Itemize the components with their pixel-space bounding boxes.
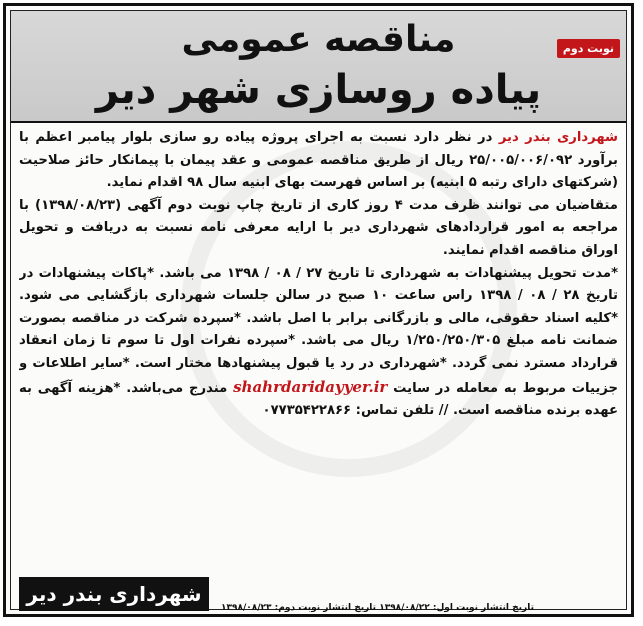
paragraph-3 <box>19 263 618 423</box>
publication-dates: تاریخ انتشار نوبت اول: ۱۳۹۸/۰۸/۲۲ تاریخ انتشار نوبت دوم: ۱۳۹۸/۰۸/۲۳ <box>221 603 534 613</box>
ad-subtitle: پیاده روسازی شهر دیر <box>95 67 542 113</box>
paragraph-1-text: در نظر دارد نسبت به اجرای پروژه پیاده رو سازی بلوار پیامبر اعظم با برآورد ۲۵/۰۰۵/۰۰۶/۰۹۲ ریال از طریق مناقصه عمومی و عقد پیمان با پیمانکار حائز صلاحیت (شرکتهای دارای رتبه ۵ ابنیه) بر اساس فهرست بهای ابنیه سال ۹۸ اقدام نماید. <box>19 130 618 191</box>
paragraph-4-text: مندرج می‌باشد. *هزینه آگهی به عهده برنده مناقصه است. // تلفن تماس: ۰۷۷۳۵۴۲۲۸۶۶ <box>19 380 618 419</box>
paragraph-2: متقاضیان می توانند ظرف مدت ۴ روز کاری از تاریخ چاپ نوبت دوم آگهی (۱۳۹۸/۰۸/۲۳) با مراجعه به امور قراردادهای شهرداری دیر با ارایه معرفی نامه نسبت به دریافت و تحویل اوراق مناقصه اقدام نمایند. <box>19 197 618 258</box>
round-badge: نوبت دوم <box>557 39 620 58</box>
ad-body <box>19 127 618 573</box>
ad-title: مناقصه عمومی <box>181 19 456 60</box>
paragraph-3-text: *مدت تحویل پیشنهادات به شهرداری تا تاریخ ۲۷ / ۰۸ / ۱۳۹۸ می باشد. *پاکات پیشنهادات در تاریخ ۲۸ / ۰۸ / ۱۳۹۸ راس ساعت ۱۰ صبح در سالن جلسات شهرداری بازگشایی می شود. *کلیه اسناد حقوقی، مالی و بازرگانی برابر با اصل باشد. *سپرده شرکت در مناقصه بصورت ضمانت نامه مبلغ ۱/۲۵۰/۲۵۰/۳۰۵ ریال می باشد. *سپرده نفرات اول تا سوم تا زمان انعقاد قرارداد مسترد نمی گردد. *شهرداری در رد یا قبول پیشنهادها مختار است. *سایر اطلاعات و جزییات مربوط به معامله در سایت <box>19 265 618 396</box>
ad-frame <box>3 3 634 617</box>
municipality-logo-box: شهرداری بندر دیر <box>19 577 209 611</box>
website-link[interactable]: shahrdaridayyer.ir <box>233 377 388 396</box>
ad-header <box>11 11 626 123</box>
org-name: شهرداری بندر دیر <box>498 130 618 145</box>
paragraph-1 <box>19 127 618 195</box>
ad-inner-border <box>10 10 627 613</box>
